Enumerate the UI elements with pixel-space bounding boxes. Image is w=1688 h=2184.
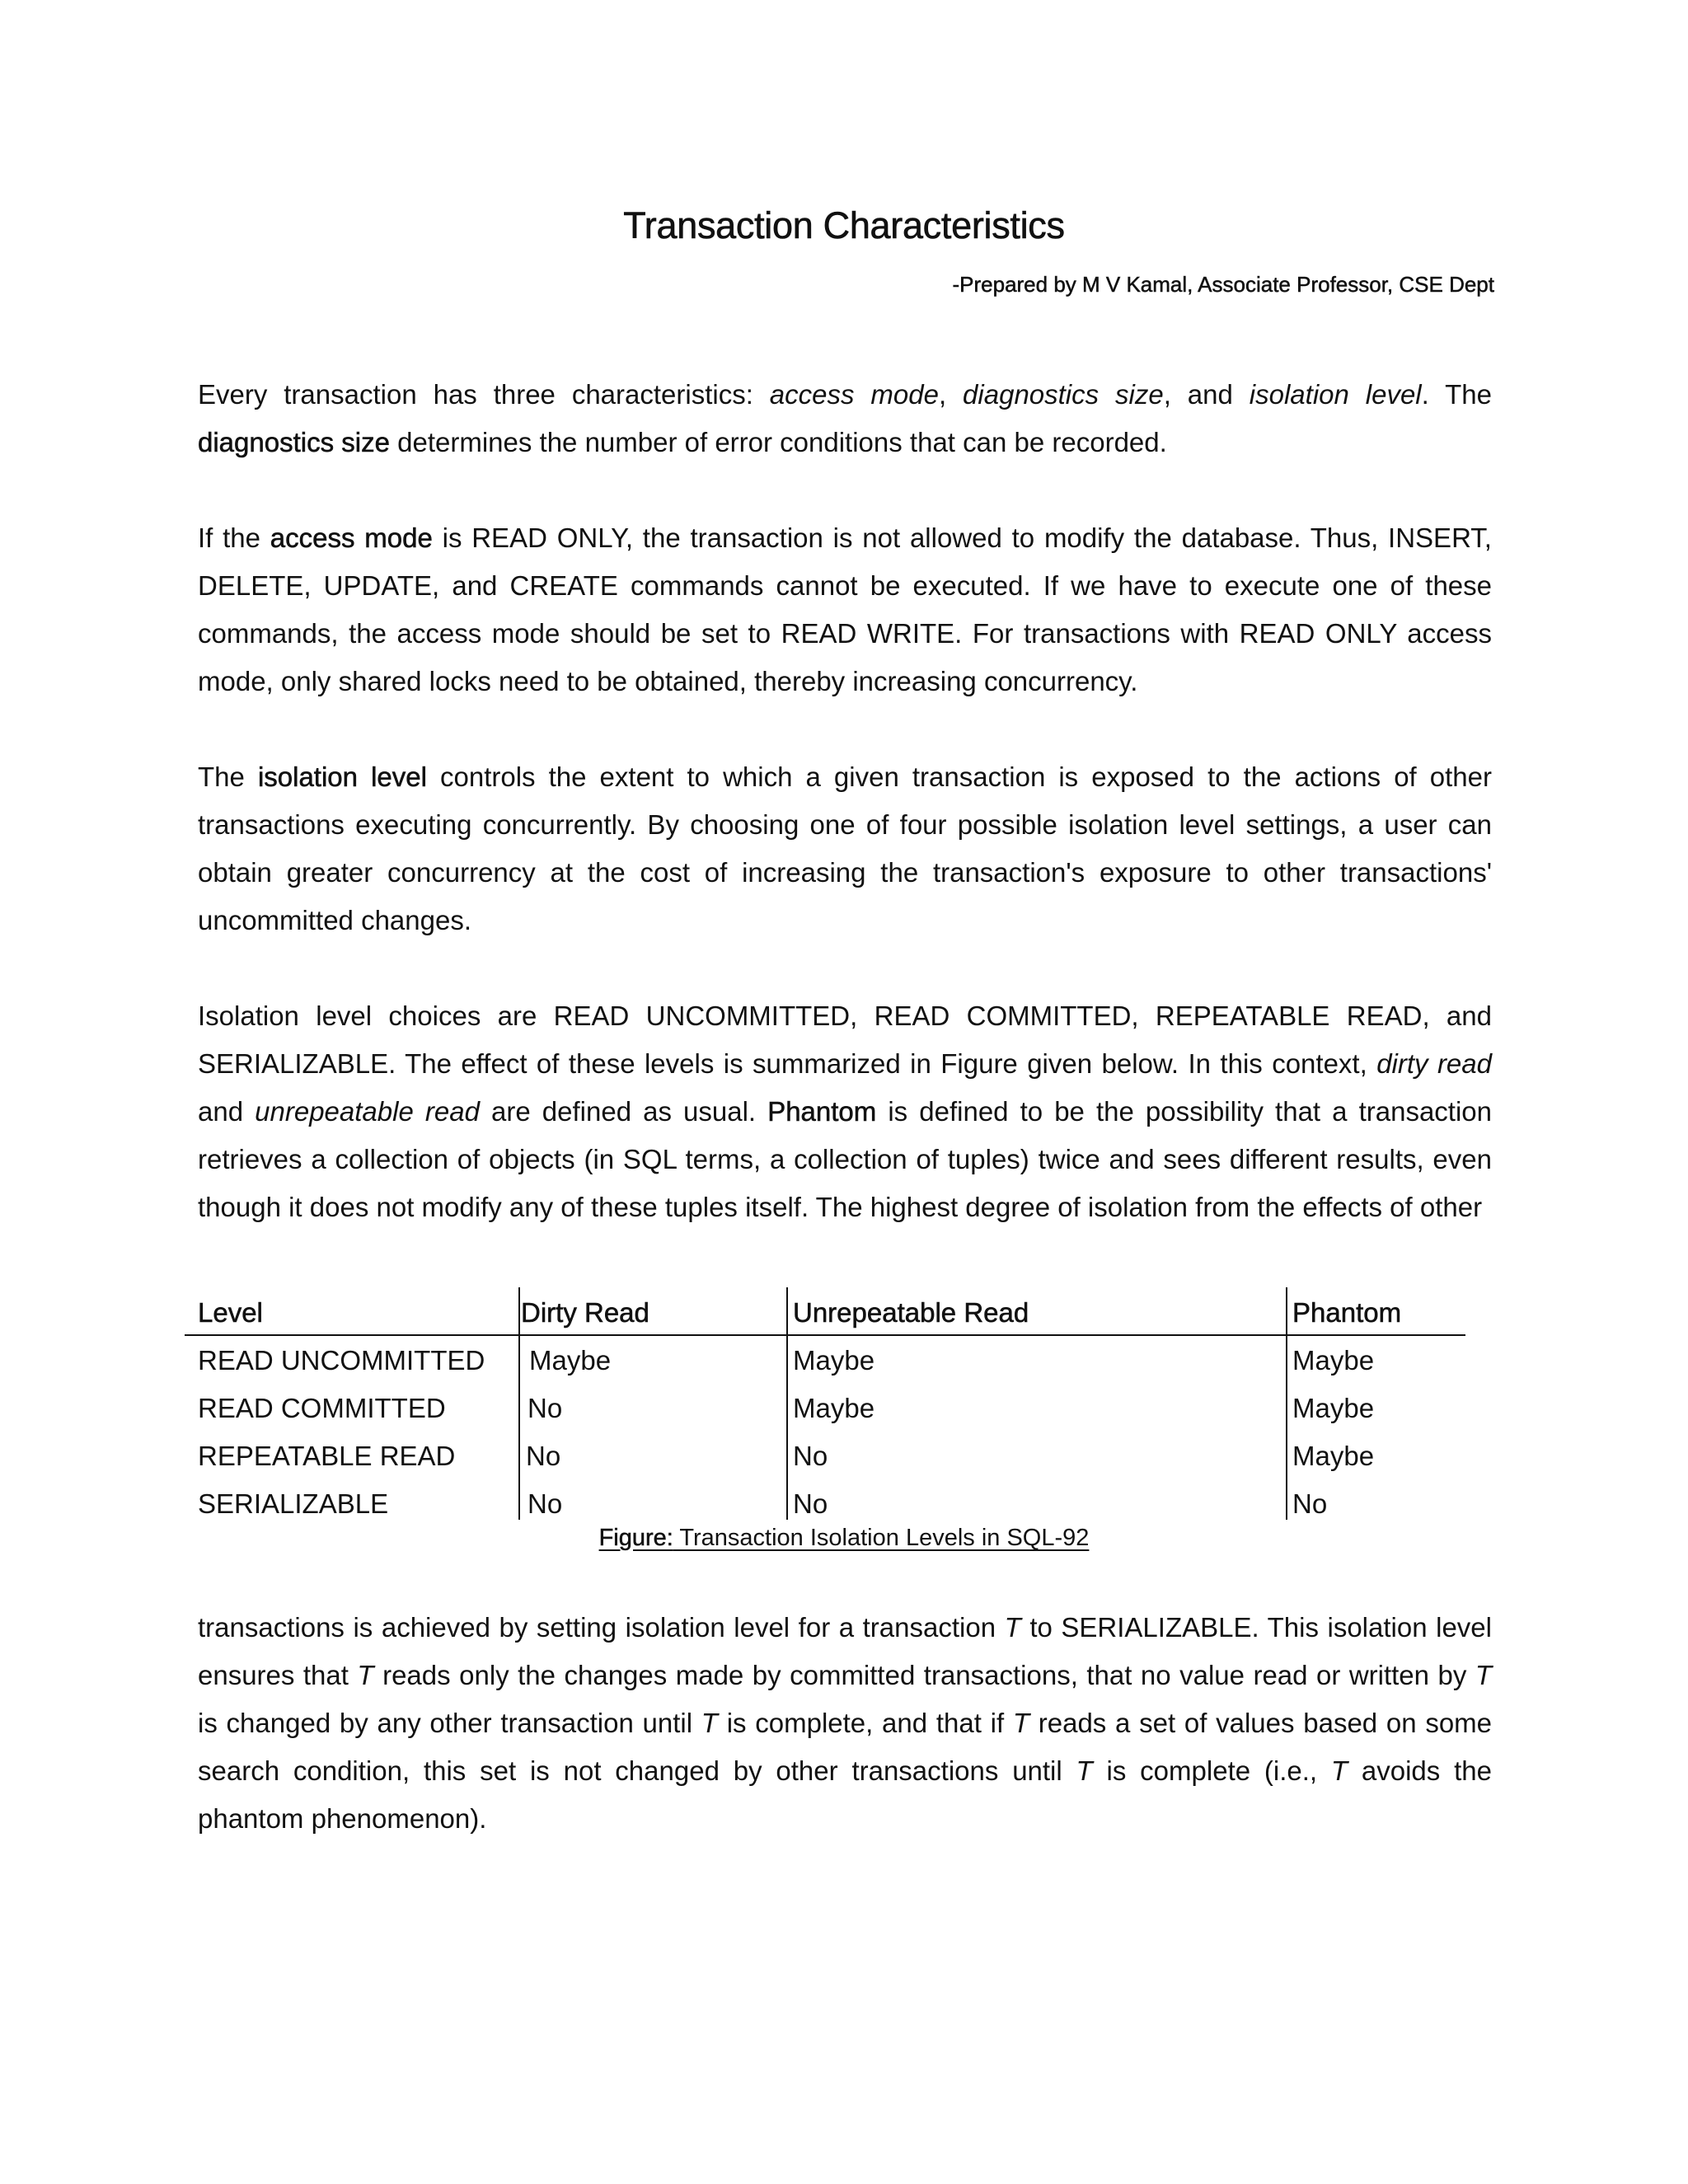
caption-text: Transaction Isolation Levels in SQL-92	[673, 1525, 1090, 1551]
paragraph-serializable: transactions is achieved by setting isolation level for a transaction T to SERIALIZABLE. This isolation level ensures that T reads only the changes made by committed transactions, that no value read or written by T is changed by any other transaction until T is complete, and that if T reads a set of values based on some search condition, this set is not changed by other transactions until T is complete (i.e., T avoids the phantom phenomenon).	[198, 1612, 1493, 1834]
table-header-level: Level	[198, 1297, 263, 1328]
table-cell: READ COMMITTED	[198, 1393, 446, 1423]
term-diagnostics-size: diagnostics size	[963, 379, 1164, 410]
table-cell: No	[793, 1488, 828, 1519]
table-cell: Maybe	[793, 1393, 875, 1423]
table-cell: READ UNCOMMITTED	[198, 1345, 485, 1376]
paragraph-access-mode: If the access mode is READ ONLY, the transaction is not allowed to modify the database. Thus, INSERT, DELETE, UPDATE, and CREATE commands cannot be executed. If we have to execute one of these commands, the access mode should be set to READ WRITE. For transactions with READ ONLY access mode, only shared locks need to be obtained, thereby increasing concurrency.	[198, 523, 1492, 696]
table-header-rule	[185, 1334, 1465, 1336]
table-cell: No	[793, 1441, 828, 1471]
table-header-unrepeatable-read: Unrepeatable Read	[793, 1297, 1029, 1328]
table-cell: No	[526, 1441, 561, 1471]
table-cell: No	[1292, 1488, 1328, 1519]
paragraph-isolation-level: The isolation level controls the extent to which a given transaction is exposed to the actions of other transactions executing concurrently. By choosing one of four possible isolation level settings, a user can obtain greater concurrency at the cost of increasing the transaction's exposure to other transactions' uncommitted changes.	[198, 762, 1492, 935]
term-dirty-read: dirty read	[1376, 1048, 1492, 1079]
var-t: T	[1012, 1708, 1030, 1738]
bold-phantom: Phantom	[767, 1096, 877, 1127]
term-isolation-level: isolation level	[1249, 379, 1422, 410]
var-t: T	[1076, 1755, 1093, 1786]
table-header-dirty-read: Dirty Read	[521, 1297, 649, 1328]
table-cell: No	[528, 1488, 563, 1519]
bold-diagnostics-size: diagnostics size	[198, 427, 390, 457]
table-column-divider	[1286, 1287, 1287, 1520]
page-title: Transaction Characteristics	[623, 204, 1065, 246]
var-t: T	[701, 1708, 718, 1738]
table-column-divider	[518, 1287, 520, 1520]
caption-label: Figure:	[598, 1525, 673, 1551]
var-t: T	[357, 1660, 374, 1690]
table-cell: Maybe	[1292, 1441, 1375, 1471]
table-cell: Maybe	[1292, 1393, 1375, 1423]
table-cell: Maybe	[793, 1345, 875, 1376]
paragraph-isolation-choices: Isolation level choices are READ UNCOMMITTED, READ COMMITTED, REPEATABLE READ, and SERIALIZABLE. The effect of these levels is summarized in Figure given below. In this context, dirty read and unrepeatable read are defined as usual. Phantom is defined to be the possibility that a transaction retrieves a collection of objects (in SQL terms, a collection of tuples) twice and sees different results, even though it does not modify any of these tuples itself. The highest degree of isolation from the effects of other	[198, 1001, 1493, 1222]
var-t: T	[1330, 1755, 1348, 1786]
table-cell: Maybe	[529, 1345, 612, 1376]
table-cell: REPEATABLE READ	[198, 1441, 456, 1471]
term-access-mode: access mode	[769, 379, 939, 410]
figure-caption	[0, 1523, 1688, 1553]
table-column-divider	[786, 1287, 788, 1520]
bold-access-mode: access mode	[270, 523, 433, 553]
table-cell: No	[528, 1393, 563, 1423]
author-line: -Prepared by M V Kamal, Associate Professor, CSE Dept	[952, 272, 1494, 297]
paragraph-characteristics: Every transaction has three characteristics: access mode, diagnostics size, and isolation level. The diagnostics size determines the number of error conditions that can be recorded.	[198, 379, 1492, 457]
var-t: T	[1475, 1660, 1493, 1690]
table-cell: SERIALIZABLE	[198, 1488, 389, 1519]
table-cell: Maybe	[1292, 1345, 1375, 1376]
bold-isolation-level: isolation level	[257, 762, 427, 792]
var-t: T	[1004, 1612, 1021, 1643]
term-unrepeatable-read: unrepeatable read	[255, 1096, 480, 1127]
table-header-phantom: Phantom	[1292, 1297, 1402, 1328]
